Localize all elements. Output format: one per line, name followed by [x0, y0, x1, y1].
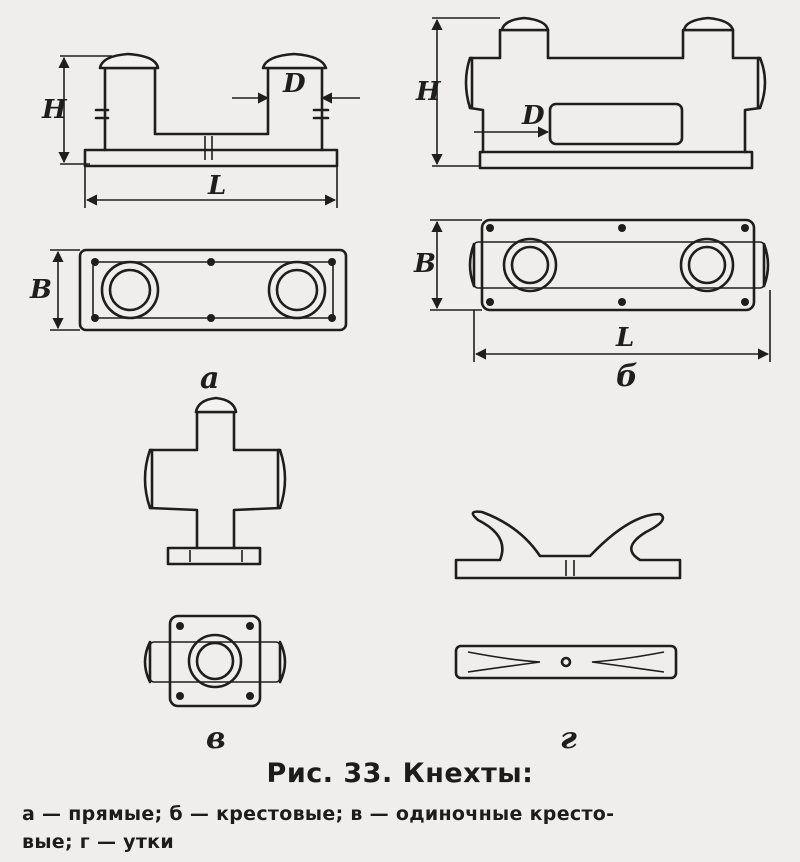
panel-a-straight-bollards [29, 54, 360, 396]
panel-a-dim-b: B [30, 275, 52, 305]
panel-v-top-view [145, 616, 285, 706]
panel-g-label: г [560, 721, 577, 756]
panel-b-side-view [466, 18, 765, 168]
panel-a-top-view [80, 250, 346, 330]
panel-v-side-view [145, 398, 285, 564]
figure-caption: Рис. 33. Кнехты: [266, 758, 534, 789]
panel-a-dim-l: L [208, 171, 227, 201]
panel-b-dim-b: B [414, 249, 436, 279]
panel-b-dim-h: H [416, 77, 441, 107]
legend-line-2: вые; г — утки [22, 831, 174, 853]
panel-a-dim-h: H [42, 95, 67, 125]
panel-b-label: б [616, 359, 638, 394]
panel-b-dim-l: L [616, 323, 635, 353]
panel-a-dim-d: D [283, 69, 306, 99]
panel-b-cross-bollards [413, 18, 770, 394]
panel-g-cleats [456, 512, 680, 756]
panel-g-side-view [456, 512, 680, 578]
panel-v-label: в [206, 721, 226, 756]
panel-a-label: а [200, 361, 220, 396]
legend-line-1: а — прямые; б — крестовые; в — одиночные кресто- [22, 803, 615, 825]
figure-legend [22, 800, 782, 856]
panel-b-top-view [470, 220, 768, 310]
panel-g-top-view [456, 646, 676, 678]
panel-a-dimension-lines [50, 56, 360, 330]
panel-b-dim-d: D [522, 101, 545, 131]
panel-v-single-cross-bollard [145, 398, 285, 756]
